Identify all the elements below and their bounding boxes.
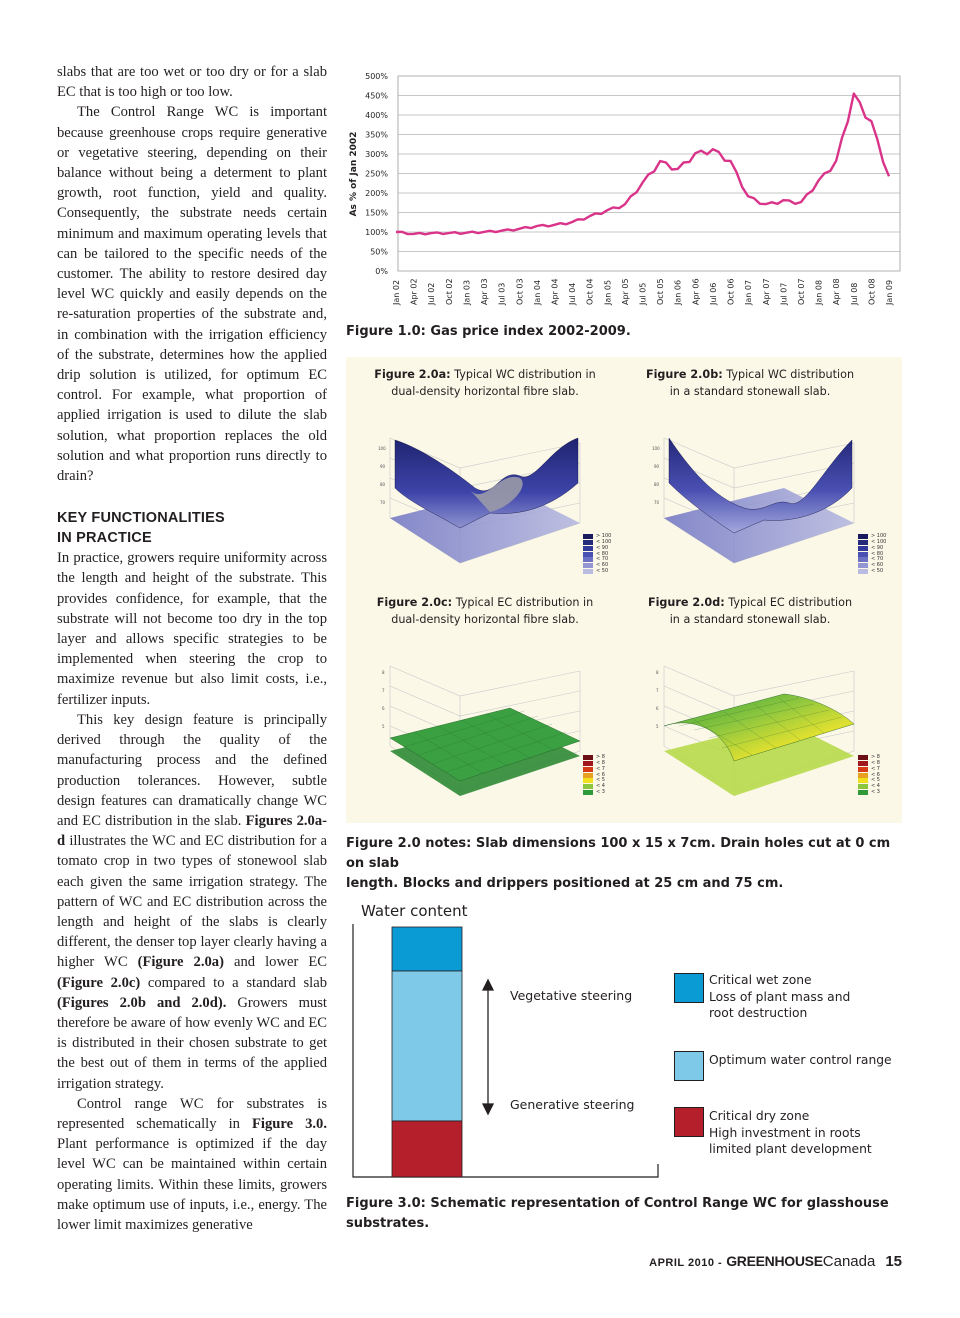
legend-swatch — [583, 784, 593, 789]
ec-surface — [390, 708, 580, 781]
legend-label: < 8 — [596, 760, 605, 767]
legend-swatch-wet — [674, 973, 704, 1003]
gas-price-chart — [340, 62, 910, 322]
x-tick-label: Apr 03 — [480, 278, 490, 305]
text-run: Growers must therefore be aware of how evenly WC and EC is distributed in their chosen substrate to get the best out of them in terms of the applied irrigation strategy. — [57, 994, 327, 1092]
svg-text:6: 6 — [382, 706, 385, 711]
caption-line: dual-density horizontal fibre slab. — [391, 613, 579, 626]
legend-swatch — [858, 534, 868, 539]
caption-line — [350, 366, 620, 383]
paragraph — [57, 710, 327, 1094]
y-tick-label: 100% — [365, 228, 388, 237]
legend-line: High investment in roots — [709, 1125, 861, 1140]
legend-label: < 3 — [596, 789, 605, 796]
y-tick-label: 500% — [365, 72, 388, 81]
caption-line: in a standard stonewall slab. — [669, 385, 831, 398]
magazine-name-light: Canada — [822, 1253, 876, 1270]
legend-text — [709, 972, 909, 1022]
legend-swatch — [858, 540, 868, 545]
legend-label: < 90 — [871, 544, 884, 551]
page-footer — [649, 1253, 902, 1270]
legend-label: < 90 — [596, 544, 609, 551]
x-tick-label: Jan 05 — [603, 279, 613, 305]
x-tick-label: Oct 06 — [726, 278, 736, 305]
legend-label: < 7 — [871, 765, 880, 772]
legend-label: < 70 — [871, 556, 884, 563]
legend-label: < 4 — [871, 783, 880, 790]
x-tick-labels — [392, 278, 894, 306]
legend-swatch — [858, 778, 868, 783]
legend-text — [709, 1108, 909, 1158]
legend-swatch — [583, 778, 593, 783]
legend-label: < 70 — [596, 556, 609, 563]
text-run: Control range WC for substrates is represented schematically in — [57, 1095, 327, 1132]
x-tick-label: Apr 04 — [550, 278, 560, 305]
section-heading — [57, 508, 327, 548]
svg-text:70: 70 — [654, 500, 660, 505]
caption-label: Figure 2.0b: — [645, 368, 723, 381]
caption-label: Figure 2.0a: — [374, 368, 451, 381]
legend-label: > 100 — [871, 533, 887, 540]
legend-label: < 60 — [871, 562, 884, 569]
x-tick-label: Oct 03 — [515, 278, 525, 305]
x-tick-label: Jan 02 — [392, 279, 401, 305]
x-tick-label: Apr 02 — [409, 278, 419, 305]
legend-swatch — [583, 563, 593, 568]
legend-swatch — [858, 773, 868, 778]
figure-3-title: Water content — [361, 902, 468, 920]
caption-line: substrates. — [346, 1216, 430, 1231]
y-tick-label: 350% — [365, 130, 388, 140]
legend-swatch — [583, 773, 593, 778]
caption-label: Figure 2.0c: — [376, 596, 453, 609]
paragraph: The Control Range WC is important because greenhouse crops require generative or vegetative steering, depending on their balance without being a determent to plant growth, root function, yield and quality. Consequently, the substrate needs certain minimum and maximum operating levels that can be tailored to the specific needs of the customer. The ability to restore desired day level WC quickly and easily depends on the re-saturation properties of the substrate and, in combination with the irrigation efficiency of the substrate, determines how the applied drip solution is utilized, for optimum EC control. For example, what proportion of applied irrigation is used to dilute the slab solution, what proportion replaces the old solution and what proportion runs directly to drain? — [57, 104, 327, 485]
notes-line: length. Blocks and drippers positioned at 25 cm and 75 cm. — [346, 876, 784, 891]
legend-label: < 80 — [871, 550, 884, 557]
y-tick-label: 250% — [365, 169, 388, 179]
legend-label: < 100 — [871, 539, 887, 546]
x-tick-label: Apr 07 — [761, 278, 771, 305]
figure-ref: (Figure 2.0c) — [57, 974, 141, 991]
x-tick-label: Jul 03 — [497, 282, 507, 305]
text-run: and lower EC — [223, 954, 328, 971]
svg-text:6: 6 — [656, 706, 659, 711]
caption-label: Figure 2.0d: — [647, 596, 725, 609]
figure-ref: Figures 2.0a-d — [57, 812, 327, 850]
x-tick-label: Apr 08 — [832, 278, 842, 305]
issue-date: APRIL 2010 - — [649, 1257, 723, 1269]
y-tick-label: 200% — [365, 189, 388, 198]
x-tick-label: Oct 08 — [867, 278, 877, 305]
x-tick-label: Jan 07 — [744, 279, 754, 305]
critical-dry-zone-bar — [392, 1121, 462, 1177]
figure-ref: (Figure 2.0a) — [137, 954, 224, 971]
svg-text:90: 90 — [380, 464, 386, 469]
y-tick-label: 300% — [365, 150, 388, 159]
caption-line: in a standard stonewall slab. — [669, 613, 831, 626]
critical-wet-zone-bar — [392, 927, 462, 971]
legend-swatch — [858, 552, 868, 557]
text-run: illustrates the WC and EC distribution for a tomato crop in two types of stonewool slab each given the same irrigation strategy. The pattern of WC and EC distribution across the length and height of the slabs is clearly different, the denser top layer clearly having a higher WC — [57, 833, 327, 971]
paragraph: In practice, growers require uniformity across the length and height of the substrate. This provides confidence, for example, that the substrate will not become too dry in the top layer and allows specific strategies to be implemented when steering the crop to maximize revenue but also limit costs, i.e., fertilizer inputs. — [57, 550, 327, 708]
legend-row — [583, 569, 611, 575]
notes-line: Figure 2.0 notes: Slab dimensions 100 x 15 x 7cm. Drain holes cut at 0 cm on slab — [346, 836, 891, 871]
y-axis-label: As % of Jan 2002 — [349, 131, 359, 217]
figure-2c-legend — [583, 755, 605, 796]
figure-2-notes — [346, 834, 906, 894]
svg-text:5: 5 — [382, 724, 385, 729]
y-tick-label: 50% — [370, 247, 388, 257]
svg-text:90: 90 — [654, 464, 660, 469]
legend-line: root destruction — [709, 1006, 808, 1020]
legend-swatch — [583, 790, 593, 795]
figure-2b-caption — [618, 366, 882, 400]
x-tick-label: Jan 08 — [814, 279, 824, 305]
x-tick-label: Jan 09 — [885, 279, 894, 305]
figure-2d-legend — [858, 755, 880, 796]
x-tick-label: Oct 05 — [656, 278, 666, 305]
y-tick-label: 0% — [375, 267, 388, 276]
legend-label: > 8 — [871, 754, 880, 761]
x-tick-label: Apr 05 — [620, 278, 630, 305]
axis-ticks — [652, 446, 660, 505]
legend-row — [583, 790, 605, 796]
paragraph: slabs that are too wet or too dry or for a slab EC that is too high or too low. — [57, 64, 327, 101]
y-tick-label: 450% — [365, 91, 388, 101]
figure-ref: Figure 3.0. — [251, 1115, 327, 1132]
paragraph — [57, 1094, 327, 1235]
x-tick-label: Oct 07 — [796, 278, 806, 305]
legend-label: < 5 — [871, 777, 880, 784]
legend-line: Critical dry zone — [709, 1109, 810, 1123]
left-text-column — [57, 62, 327, 1235]
svg-text:8: 8 — [382, 670, 385, 675]
page-number: 15 — [885, 1253, 902, 1270]
legend-swatch-dry — [674, 1107, 704, 1137]
legend-swatch — [858, 546, 868, 551]
legend-line: Optimum water control range — [709, 1053, 892, 1067]
svg-text:80: 80 — [380, 482, 386, 487]
vegetative-steering-label: Vegetative steering — [510, 988, 633, 1003]
x-tick-label: Jul 05 — [638, 282, 648, 305]
caption-text: Typical WC distribution — [722, 368, 855, 381]
legend-swatch — [858, 790, 868, 795]
x-tick-label: Jul 02 — [427, 282, 437, 305]
magazine-name-bold: GREENHOUSE — [726, 1253, 823, 1269]
figure-3-schematic — [346, 924, 666, 1184]
legend-label: < 8 — [871, 760, 880, 767]
x-tick-label: Jan 04 — [532, 279, 542, 305]
legend-line: Loss of plant mass and — [709, 989, 851, 1004]
legend-swatch — [858, 557, 868, 562]
legend-label: < 6 — [871, 771, 880, 778]
x-tick-label: Jul 06 — [708, 282, 718, 305]
legend-label: < 50 — [596, 568, 609, 575]
y-tick-labels — [365, 72, 388, 276]
x-tick-label: Jan 06 — [673, 279, 683, 305]
legend-label: > 100 — [596, 533, 612, 540]
axis-ticks — [378, 446, 386, 505]
legend-swatch — [858, 569, 868, 574]
legend-row — [858, 790, 880, 796]
generative-steering-label: Generative steering — [510, 1097, 635, 1112]
figure-2d-caption — [618, 594, 882, 628]
legend-label: > 8 — [596, 754, 605, 761]
legend-row — [858, 569, 886, 575]
svg-text:7: 7 — [656, 688, 659, 693]
figure-2b-legend — [858, 534, 886, 575]
text-run: This key design feature is principally derived through the quality of the manufacturing process and the defined production tolerances. However, subtle design features can dramatically change WC and EC distribution in the slab. — [57, 711, 327, 829]
legend-label: < 3 — [871, 789, 880, 796]
legend-label: < 100 — [596, 539, 612, 546]
legend-label: < 4 — [596, 783, 605, 790]
section-heading-line: KEY FUNCTIONALITIES — [57, 510, 225, 527]
legend-label: < 50 — [871, 568, 884, 575]
legend-swatch — [583, 569, 593, 574]
legend-swatch — [583, 534, 593, 539]
legend-swatch — [583, 552, 593, 557]
figure-ref: (Figures 2.0b and 2.0d). — [57, 994, 227, 1011]
svg-text:100: 100 — [378, 446, 386, 451]
x-tick-label: Jul 07 — [779, 282, 789, 305]
x-tick-label: Oct 04 — [585, 278, 595, 305]
legend-label: < 6 — [596, 771, 605, 778]
legend-swatch — [858, 563, 868, 568]
svg-text:70: 70 — [380, 500, 386, 505]
caption-text: Typical WC distribution in — [450, 368, 596, 381]
legend-swatch — [858, 767, 868, 772]
caption-line: Figure 3.0: Schematic representation of Control Range WC for glasshouse — [346, 1196, 889, 1211]
legend-swatch — [858, 784, 868, 789]
legend-swatch — [583, 540, 593, 545]
legend-label: < 60 — [596, 562, 609, 569]
legend-label: < 7 — [596, 765, 605, 772]
text-run: compared to a standard slab — [140, 974, 327, 991]
caption-line — [350, 594, 620, 611]
legend-swatch — [583, 546, 593, 551]
text-run: Plant performance is optimized if the day level WC can be maintained within certain operating limits. Within these limits, growers make optimum use of inputs, i.e., energy. The lower limit maximizes generative — [57, 1136, 327, 1233]
figure-2a-caption — [350, 366, 620, 400]
caption-line — [618, 594, 882, 611]
figure-2a-legend — [583, 534, 611, 575]
legend-swatch — [858, 755, 868, 760]
svg-text:100: 100 — [652, 446, 660, 451]
steering-arrow — [483, 980, 493, 1114]
x-tick-label: Apr 06 — [691, 278, 701, 305]
legend-swatch — [583, 557, 593, 562]
y-tick-label: 400% — [365, 111, 388, 120]
legend-swatch — [583, 767, 593, 772]
section-heading-line: IN PRACTICE — [57, 530, 152, 547]
x-tick-label: Jul 04 — [568, 282, 578, 305]
legend-swatch — [583, 755, 593, 760]
legend-label: < 80 — [596, 550, 609, 557]
legend-line: Critical wet zone — [709, 973, 812, 987]
y-tick-label: 150% — [365, 208, 388, 218]
caption-line — [618, 366, 882, 383]
figure-3-caption — [346, 1194, 906, 1234]
legend-swatch — [858, 761, 868, 766]
svg-text:5: 5 — [656, 724, 659, 729]
figure-1-caption: Figure 1.0: Gas price index 2002-2009. — [346, 324, 631, 339]
axis-ticks — [656, 670, 659, 729]
svg-text:7: 7 — [382, 688, 385, 693]
caption-text: Typical EC distribution in — [452, 596, 594, 609]
legend-line: limited plant development — [709, 1142, 872, 1156]
x-tick-label: Jan 03 — [462, 279, 472, 305]
legend-label: < 5 — [596, 777, 605, 784]
optimum-range-bar — [392, 971, 462, 1121]
legend-swatch — [583, 761, 593, 766]
figure-2c-caption — [350, 594, 620, 628]
caption-line: dual-density horizontal fibre slab. — [391, 385, 579, 398]
caption-text: Typical EC distribution — [724, 596, 853, 609]
x-tick-label: Jul 08 — [849, 282, 859, 305]
svg-text:80: 80 — [654, 482, 660, 487]
x-tick-label: Oct 02 — [444, 278, 454, 305]
svg-text:8: 8 — [656, 670, 659, 675]
legend-swatch-optimum — [674, 1051, 704, 1081]
axis-ticks — [382, 670, 385, 729]
